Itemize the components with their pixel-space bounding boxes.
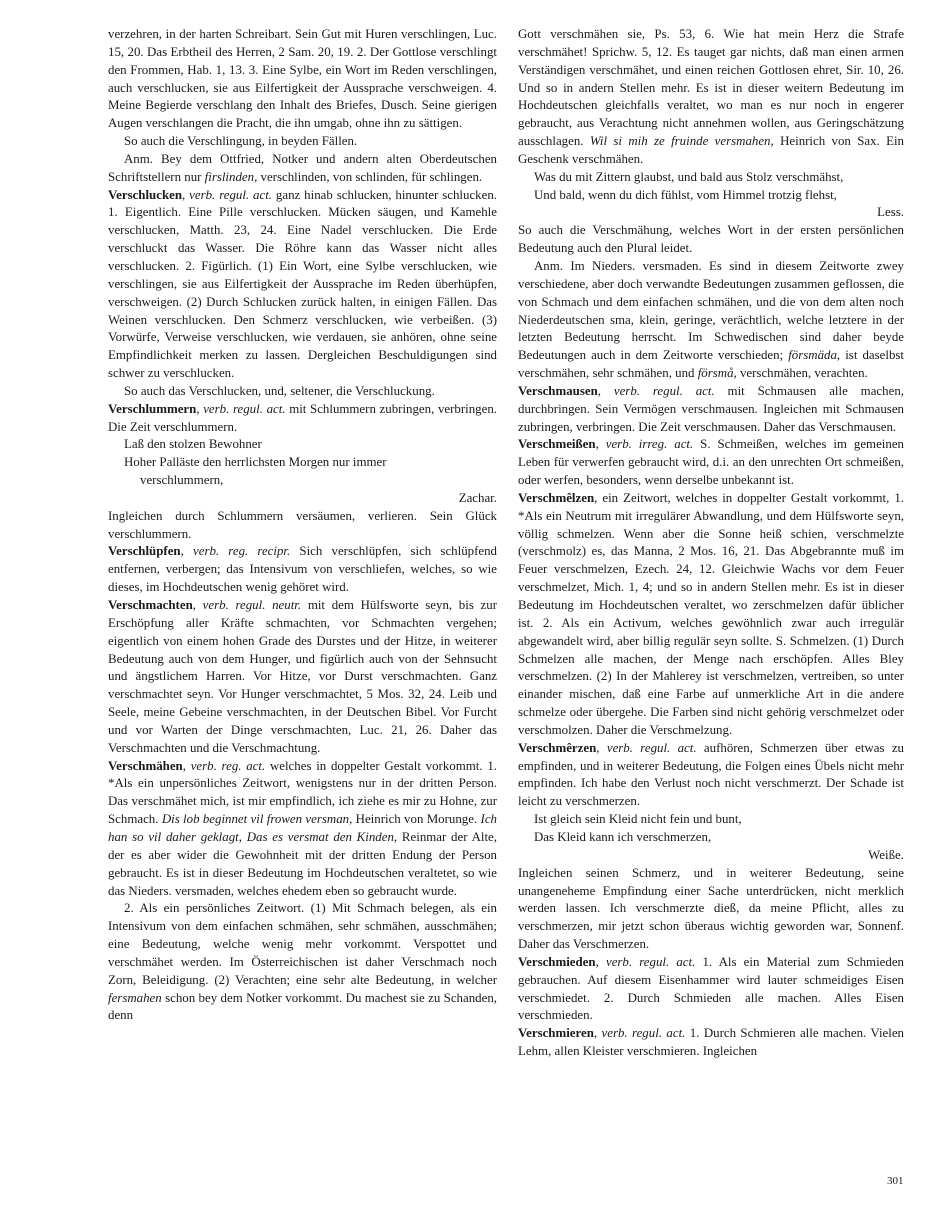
headword: Verschmeißen xyxy=(518,437,596,452)
verse-line: Das Kleid kann ich verschmerzen, xyxy=(534,829,712,844)
entry-verschmausen: Verschmausen, verb. regul. act. mit Schmausen alle machen, durchbringen. Sein Vermögen verschmausen. Ingleichen mit Schmausen zubringen, verbringen. Die Zeit verschmausen. Daher das Verschmausen. xyxy=(518,383,904,434)
headword: Verschlummern xyxy=(108,401,197,416)
grammar-label: verb. regul. act. xyxy=(606,740,697,755)
verse-line: Ist gleich sein Kleid nicht fein und bunt, xyxy=(534,812,742,827)
verse-source: Zachar. xyxy=(458,490,497,505)
headword: Verschmachten xyxy=(108,598,193,612)
text-block: verzehren, in der harten Schreibart. Sein Gut mit Huren verschlingen, Luc. 15, 20. Das Erbtheil des Herren, 2 Sam. 20, 19. 2. Der Gottlose verschlingt den Frommen, Hab. 1, 13. 3. Eine Sylbe, ein Wort im Reden verschlingen, auch verschlucken, sie aus Eilfertigkeit der Aussprache verschweigen. 4. Meine Begierde verschlang den Inhalt des Briefes, Dusch. Seine gierigen Augen verschlangen die Pracht, die ihn umgab, ohne ihn zu sättigen. xyxy=(108,27,497,131)
headword: Verschlüpfen xyxy=(108,544,181,559)
entry-verschmieren: Verschmieren, verb. regul. act. 1. Durch Schmieren alle machen. Vielen Lehm, allen Kleister verschmieren. Ingleichen xyxy=(518,1026,905,1059)
left-column xyxy=(108,26,497,1025)
entry-verschmeissen: Verschmeißen, verb. irreg. act. S. Schmeißen, welches im gemeinen Leben für verwerfen gebraucht wird, d.i. an den unrechten Ort schmeißen, oder werfen, besonders, wenn derselbe unbekannt ist. xyxy=(518,437,904,488)
entry-verschmelzen: Verschmêlzen, ein Zeitwort, welches in doppelter Gestalt vorkommt, 1. *Als ein Neutrum mit irregulärer Abwandlung, und dem Hülfsworte seyn, völlig schmelzen. Wenn aber die Sonne heiß schien, verschmelzte (verschmolz) es, das Manna, 2 Mos. 16, 21. Das Abgebrannte muß im Feuer verschmelzen, Ezech. 24, 12. Gleichwie Wachs vor dem Feuer verschmelzet, Mich. 1, 4; und so in andern Stellen mehr. Es ist in dieser Bedeutung im Hochdeutschen veraltet, wo zerschmelzen dafür üblicher ist. 2. Als ein Activum, welches gewöhnlich zwar auch irregulär abgewandelt wird, aber billig regulär seyn sollte. S. Schmelzen. (1) Durch Schmelzen alle machen, der Menge nach erschöpfen. Alles Bley verschmelzen. (2) In der Mahlerey ist verschmelzen, vertreiben, so unter einander mischen, daß eine Farbe auf unmerkliche Art in die andere schmelze oder übergehe. Die Farben sind nicht gehörig verschmelzet oder verschmolzen. Daher die Verschmelzung. xyxy=(518,490,904,737)
headword: Verschmieden xyxy=(518,954,596,969)
grammar-label: verb. irreg. act. xyxy=(605,437,694,452)
grammar-label: verb. regul. act. xyxy=(203,401,286,416)
grammar-label: verb. regul. act. xyxy=(189,187,273,202)
annotation: Anm. Bey dem Ottfried, Notker und andern alten Oberdeutschen Schriftstellern nur firslinden, verschlinden, von schlinden, für schlingen. xyxy=(108,151,497,184)
verse-line: verschlummern, xyxy=(140,473,224,488)
entry-verschmieden: Verschmieden, verb. regul. act. 1. Als ein Material zum Schmieden gebrauchen. Auf diesem Eisenhammer wird lauter schmeidiges Eisen verschmiedet. 2. Durch Schmieden alle machen. Alles Eisen verschmieden. xyxy=(518,954,904,1023)
text-block: Ingleichen seinen Schmerz, und in weiterer Bedeutung, seine unangeneheme Empfindung einer Sache unterdrücken, nicht merklich werden lassen. Ich verschmerzte dieß, da meine Pflicht, alles zu verschmerzen, mir jetzt schon überaus wichtig geworden war, Sonnenf. Daher das Verschmerzen. xyxy=(518,865,904,952)
entry-verschmachten: Verschmachten, verb. regul. neutr. mit dem Hülfsworte seyn, bis zur Erschöpfung aller Kräfte schmachten, vor Schmachten vergehen; eigentlich von einem hohen Grade des Durstes und der Hitze, in weiterer Bedeutung auch von dem Hunger, und figürlich auch von der Sehnsucht und ängstlichem Harren. Vor Hitze, vor Durst verschmachten. Ganz verschmachtet seyn. Vor Hunger verschmachtet, 5 Mos. 32, 24. Leib und Seele, meine Gebeine verschmachten, in der Deutschen Bibel. Vor Furcht und vor Warten der Dinge verschmachten, Luc. 21, 26. Daher das Verschmachten und die Verschmachtung. xyxy=(108,598,497,755)
grammar-label: verb. regul. act. xyxy=(605,954,696,969)
grammar-label: verb. regul. act. xyxy=(613,383,715,398)
headword: Verschmêrzen xyxy=(518,740,597,755)
verse-source: Weiße. xyxy=(868,847,904,862)
text-block: 2. Als ein persönliches Zeitwort. (1) Mit Schmach belegen, als ein Intensivum von dem einfachen schmähen, sehr schmähen, ausschmähen; eine Bedeutung, welche wenig mehr vorkommt. Verspottet und verschmähet werden. Im Österreichischen ist daher Verschmach noch Zorn, Beleidigung. (2) Verachten; eine sehr alte Bedeutung, in welcher fersmahen schon bey dem Notker vorkommt. Du machest sie zu Schanden, denn xyxy=(108,901,497,1023)
text-block: So auch die Verschlingung, in beyden Fällen. xyxy=(124,134,358,149)
text-block: So auch die Verschmähung, welches Wort in der ersten persönlichen Bedeutung auch den Plural leidet. xyxy=(518,223,904,256)
grammar-label: verb. regul. neutr. xyxy=(202,598,302,612)
headword: Verschmieren xyxy=(518,1026,594,1041)
entry-verschlucken: Verschlucken, verb. regul. act. ganz hinab schlucken, hinunter schlucken. 1. Eigentlich. Eine Pille verschlucken. Mücken säugen, und Kamehle verschlucken, Matth. 23, 24. Eine Nadel verschlucken. Die Erde verschluckt das Wasser. Die Röhre kann das Wasser nicht alles verschlucken. 2. Figürlich. (1) Ein Wort, eine Sylbe verschlucken, wie verschlingen, sie aus Eilfertigkeit der Aussprache im Reden überhüpfen, verschweigen. (2) Durch Schlucken zurück halten, in einigen Fällen. Das Weinen verschlucken. Den Schmerz verschlucken, wie verbeißen. (3) Vorwürfe, Verweise verschlucken, wie verdauen, sie anhören, ohne seine Empfindlichkeit merken zu lassen. Dergleichen Beschuldigungen sind schwer zu verschlucken. xyxy=(108,187,498,381)
verse-source: Less. xyxy=(877,205,904,220)
verse-line: Hoher Palläste den herrlichsten Morgen nur immer xyxy=(124,455,387,470)
right-column xyxy=(518,26,904,1061)
annotation: Anm. Im Nieders. versmaden. Es sind in diesem Zeitworte zwey verschiedene, aber doch verwandte Bedeutungen zusammen geflossen, die von Schmach und dem einfachen schmähen, und die von dem alten noch Niederdeutschen sma, klein, geringe, verächtlich, welche letztere in der letzten Bedeutung herrscht. Im Schwedischen sind daher beyde Bedeutungen auch in dem Zeitworte verschieden; försmäda, ist daselbst verschmähen, sehr schmähen, und försmå, verschmähen, verachten. xyxy=(518,258,904,381)
text-block: Ingleichen durch Schlummern versäumen, verlieren. Sein Glück verschlummern. xyxy=(108,508,497,541)
text-block: Gott verschmähen sie, Ps. 53, 6. Wie hat mein Herz die Strafe verschmähet! Sprichw. 5, 12. Es tauget gar nichts, daß man einen armen Verständigen verschmähet, und einen reichen Gottlosen ehret, Sir. 10, 26. Und so in andern Stellen mehr. Es ist in dieser weitern Bedeutung im Hochdeutschen gleichfalls veraltet, wo man es nur noch in engerer gebraucht, aus Verachtung nicht annehmen wollen, aus Geringschätzung ausschlagen. Wil si mih ze fruinde versmahen, Heinrich von Sax. Ein Geschenk verschmähen. xyxy=(518,27,904,166)
text-block: So auch das Verschlucken, und, seltener, die Verschluckung. xyxy=(124,383,435,398)
headword: Verschmähen xyxy=(108,758,183,773)
verse-line: Was du mit Zittern glaubst, und bald aus Stolz verschmähst, xyxy=(534,169,844,184)
entry-verschmaehen: Verschmähen, verb. reg. act. welches in doppelter Gestalt vorkommt. 1. *Als ein unpersönliches Zeitwort, wenigstens nur in der dritten Person. Das verschmähet mich, ist mir empfindlich, ich ziehe es mir zu Hohne, zur Schmach. Dis lob beginnet vil frowen versman, Heinrich von Morunge. Ich han so vil daher geklagt, Das es versmat den Kinden, Reinmar der Alte, der es aber wider die Gewohnheit mit der dritten Endung der Person gebraucht. Es ist in dieser Bedeutung im Hochdeutschen veraltetet, so wie das Nieders. versmaden, welches ehedem eben so gebraucht wurde. xyxy=(108,758,497,898)
verse-line: Und bald, wenn du dich fühlst, vom Himmel trotzig flehst, xyxy=(534,187,837,202)
grammar-label: verb. reg. act. xyxy=(190,758,266,773)
entry-verschmerzen: Verschmêrzen, verb. regul. act. aufhören, Schmerzen über etwas zu empfinden, und in weiterer Bedeutung, die Folgen eines Übels nicht mehr empfinden. Ich habe den Verlust noch nicht verschmerzt. Der Schade ist leicht zu verschmerzen. xyxy=(518,740,904,809)
verse-line: Laß den stolzen Bewohner xyxy=(124,437,262,452)
page-number: 301 xyxy=(887,1175,904,1187)
grammar-label: verb. reg. recipr. xyxy=(193,544,291,559)
entry-verschlummern: Verschlummern, verb. regul. act. mit Schlummern zubringen, verbringen. Die Zeit verschlummern. xyxy=(108,401,498,434)
headword: Verschmêlzen xyxy=(518,490,595,505)
entry-verschluepfen: Verschlüpfen, verb. reg. recipr. Sich verschlüpfen, sich schlüpfend entfernen, verbergen; das Intensivum von verschliefen, welches, so wie dieses, im Hochdeutschen wenig gehöret wird. xyxy=(108,544,497,595)
headword: Verschlucken xyxy=(108,187,183,202)
grammar-label: verb. regul. act. xyxy=(601,1026,686,1041)
headword: Verschmausen xyxy=(518,383,598,398)
